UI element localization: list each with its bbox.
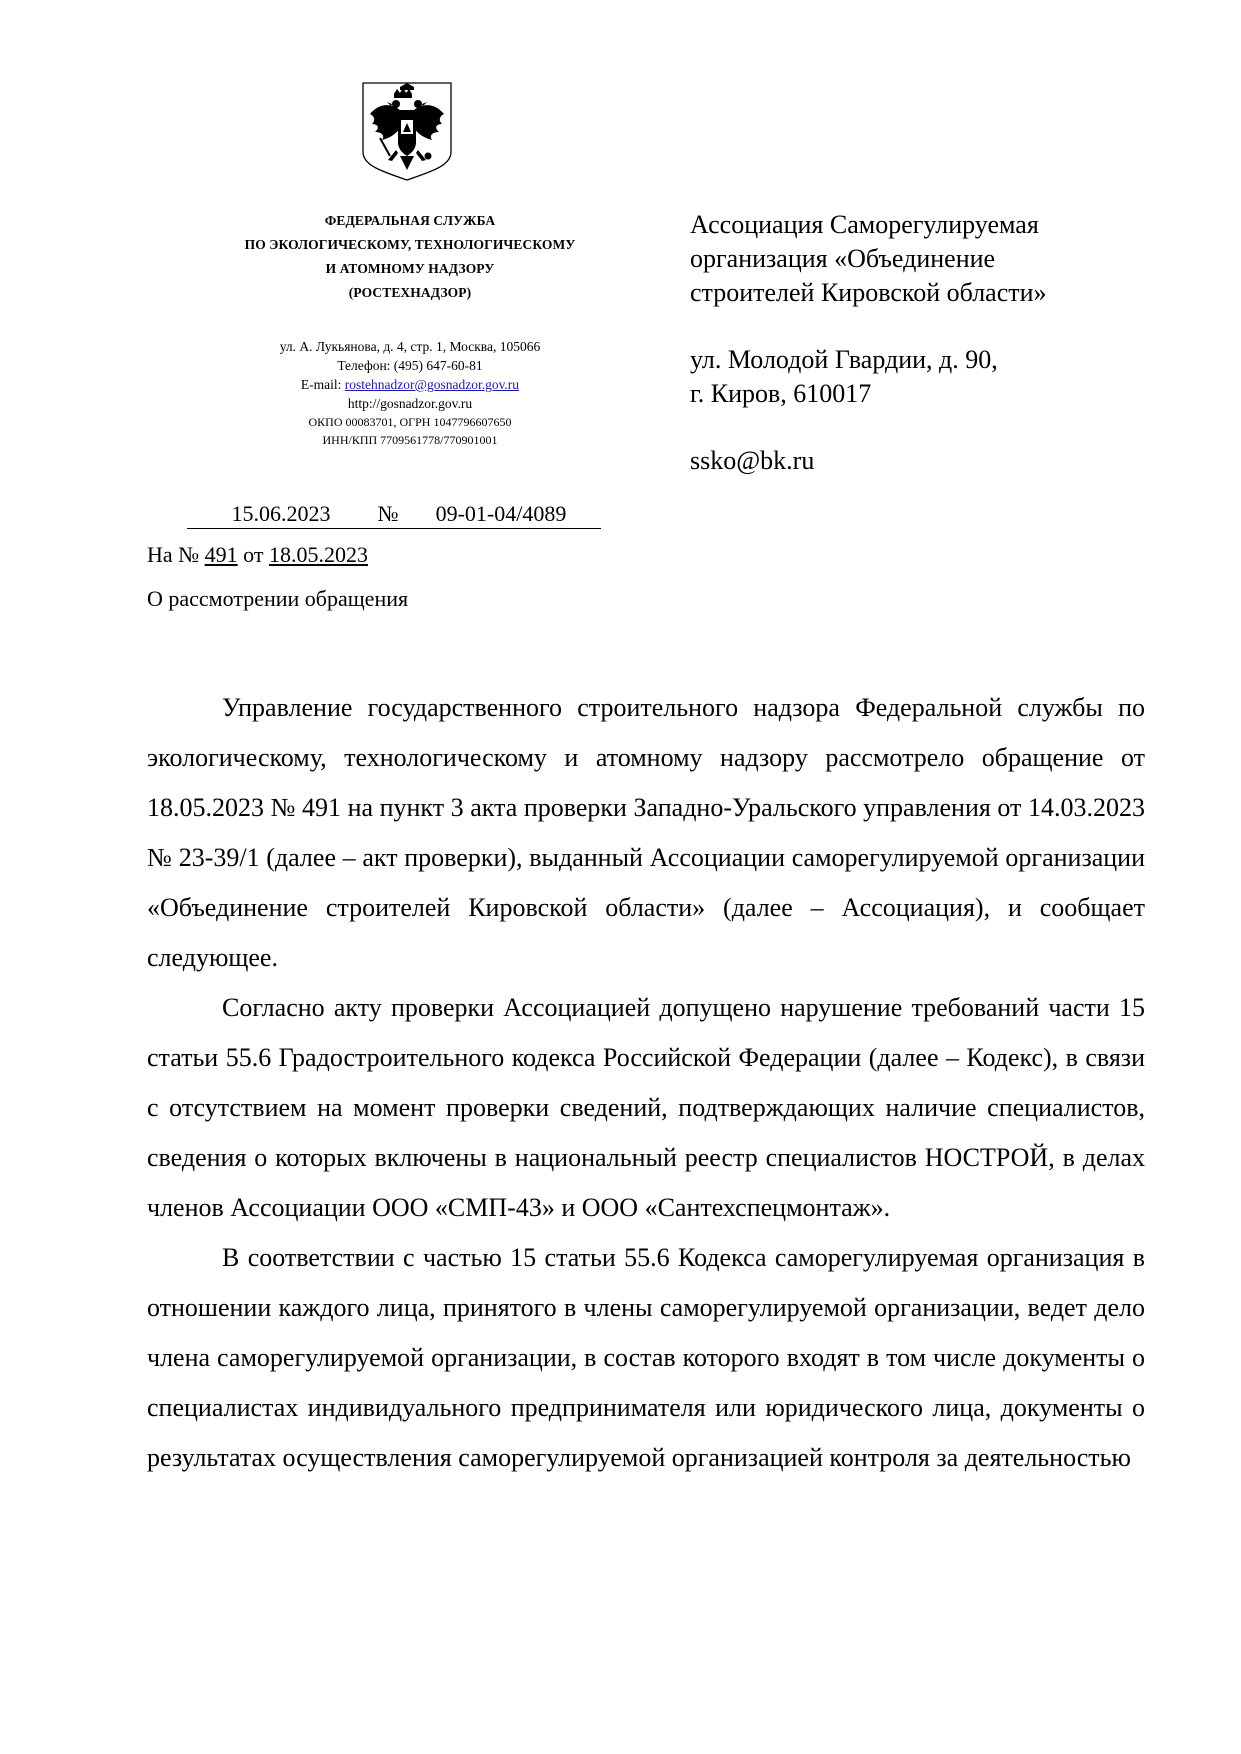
agency-inn-kpp: ИНН/КПП 7709561778/770901001 [322, 433, 498, 447]
agency-name [190, 209, 630, 305]
addressee-email: ssko@bk.ru [690, 446, 815, 475]
addressee-name-line: организация «Объединение [690, 244, 996, 273]
agency-website: http://gosnadzor.gov.ru [347, 396, 473, 411]
agency-email-link[interactable]: rostehnadzor@gosnadzor.gov.ru [344, 377, 520, 392]
agency-name-line: ПО ЭКОЛОГИЧЕСКОМУ, ТЕХНОЛОГИЧЕСКОМУ [244, 237, 576, 252]
agency-contacts [200, 337, 620, 449]
letter-subject: О рассмотрении обращения [147, 586, 409, 611]
agency-email-row [200, 375, 620, 394]
agency-name-line: ФЕДЕРАЛЬНАЯ СЛУЖБА [324, 213, 496, 228]
agency-okpo-ogrn: ОКПО 00083701, ОГРН 1047796607650 [308, 415, 512, 429]
body-paragraph: В соответствии с частью 15 статьи 55.6 Кодекса саморегулируемая организация в отношении каждого лица, принятого в члены саморегулируемой организации, ведет дело члена саморегулируемой организации, в состав которого входят в том числе документы о специалистах индивидуального предпринимателя или юридического лица, документы о результатах осуществления саморегулируемой организацией контроля за деятельностью [147, 1243, 1145, 1472]
reference-from: от [237, 542, 269, 567]
addressee-address-line: г. Киров, 610017 [690, 379, 872, 408]
letter-body [147, 683, 1145, 1483]
agency-email-label: E-mail: [300, 377, 345, 392]
addressee-name-line: строителей Кировской области» [690, 278, 1047, 307]
reference-number: 491 [204, 542, 238, 567]
agency-name-line: (РОСТЕХНАДЗОР) [348, 285, 472, 300]
agency-address: ул. А. Лукьянова, д. 4, стр. 1, Москва, 105066 [279, 339, 541, 354]
registration-number-sign: № [375, 500, 401, 529]
addressee-address-line: ул. Молодой Гвардии, д. 90, [690, 345, 998, 374]
addressee-name-line: Ассоциация Саморегулируемая [690, 210, 1039, 239]
addressee-block [690, 208, 1190, 478]
body-paragraph: Управление государственного строительного надзора Федеральной службы по экологическому, технологическому и атомному надзору рассмотрело обращение от 18.05.2023 № 491 на пункт 3 акта проверки Западно-Уральского управления от 14.03.2023 № 23-39/1 (далее – акт проверки), выданный Ассоциации саморегулируемой организации «Объединение строителей Кировской области» (далее – Ассоциация), и сообщает следующее. [147, 693, 1145, 972]
agency-name-line: И АТОМНОМУ НАДЗОРУ [325, 261, 495, 276]
reference-line [147, 540, 368, 570]
agency-phone: Телефон: (495) 647-60-81 [337, 358, 483, 373]
reference-prefix: На № [147, 542, 205, 567]
registration-line [187, 500, 601, 529]
registration-date: 15.06.2023 [187, 500, 375, 529]
reference-date: 18.05.2023 [268, 542, 368, 567]
body-paragraph: Согласно акту проверки Ассоциацией допущено нарушение требований части 15 статьи 55.6 Градостроительного кодекса Российской Федерации (далее – Кодекс), в связи с отсутствием на момент проверки сведений, подтверждающих наличие специалистов, сведения о которых включены в национальный реестр специалистов НОСТРОЙ, в делах членов Ассоциации ООО «СМП-43» и ООО «Сантехспецмонтаж». [147, 993, 1145, 1222]
coat-of-arms-icon [360, 80, 454, 182]
registration-number: 09-01-04/4089 [401, 500, 601, 529]
